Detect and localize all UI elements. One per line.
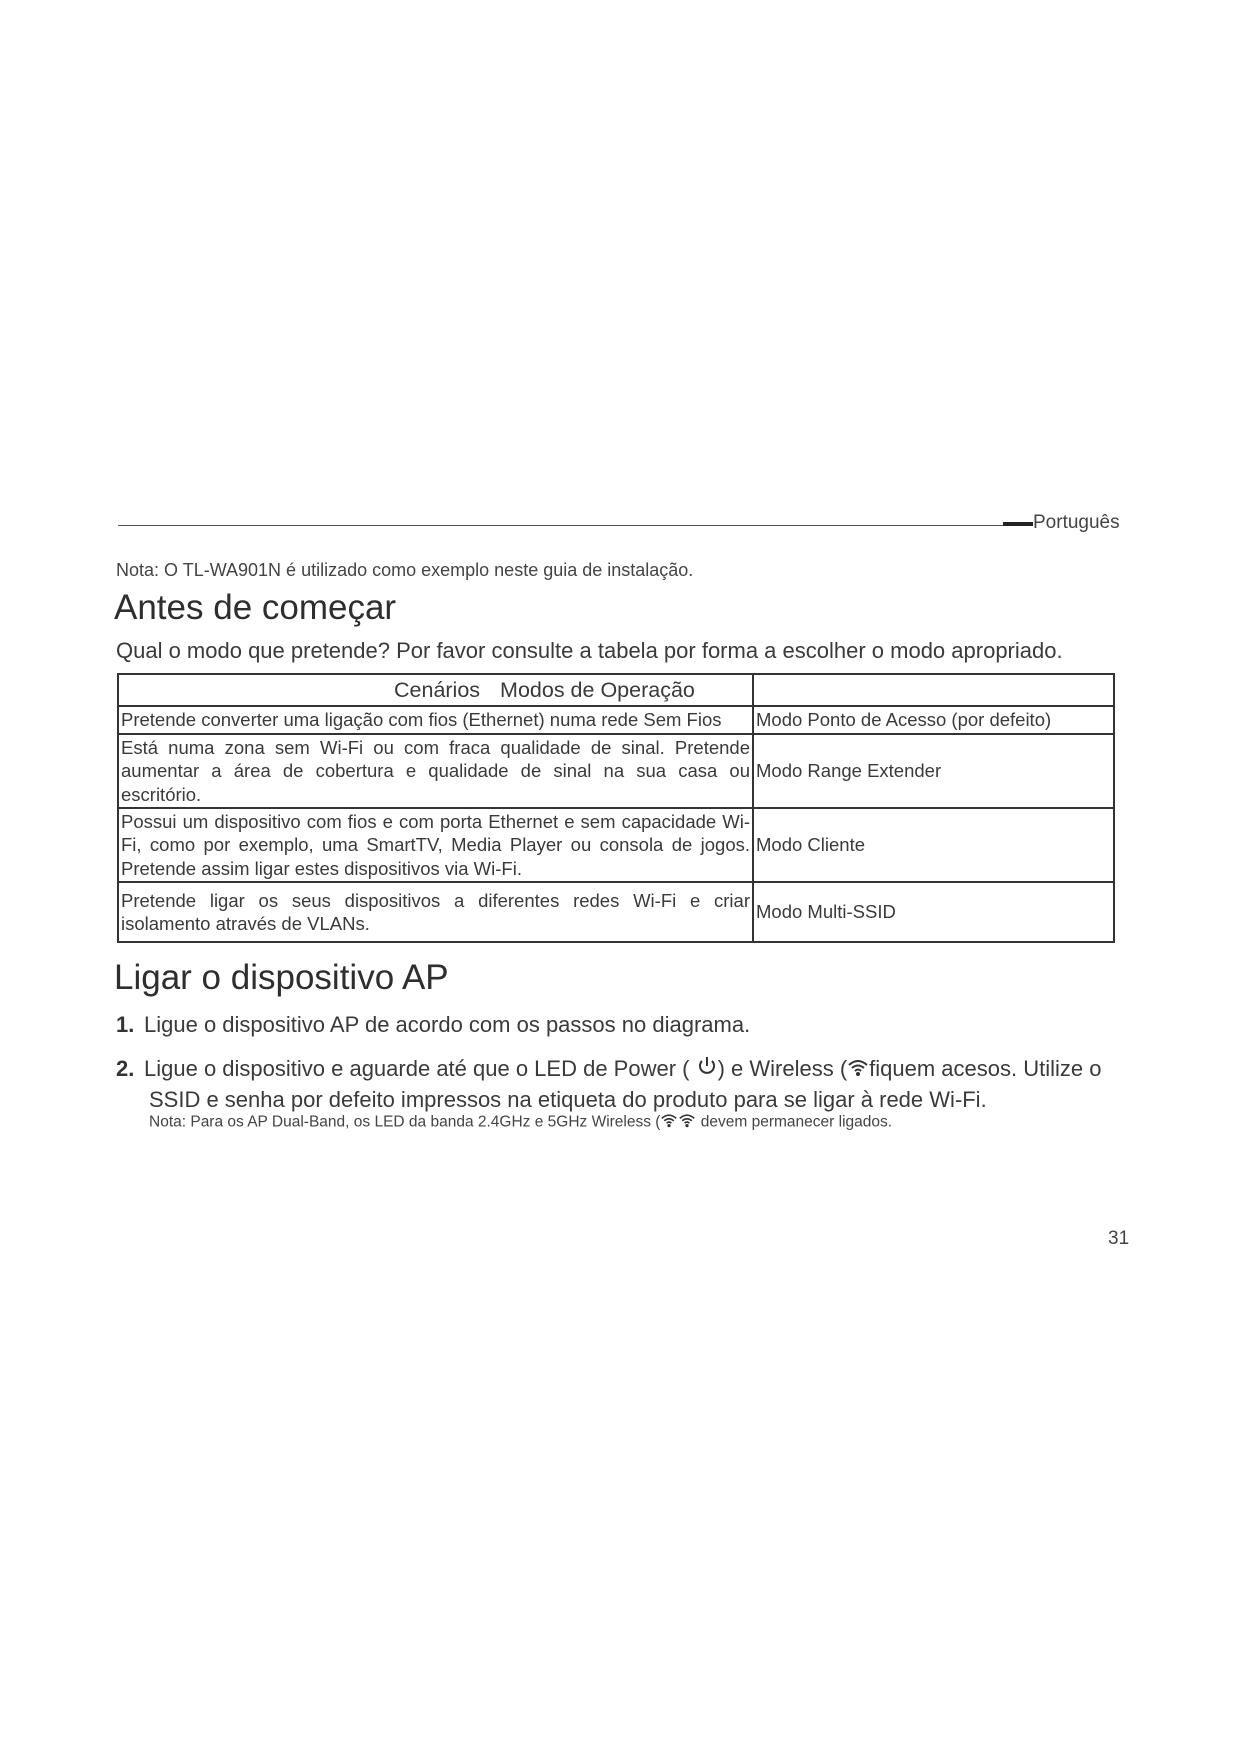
- mode-cell: Modo Cliente: [753, 808, 1114, 882]
- note-text: Nota: Para os AP Dual-Band, os LED da banda 2.4GHz e 5GHz Wireless (: [149, 1113, 661, 1131]
- step-text: Ligue o dispositivo e aguarde até que o LED de Power (: [144, 1055, 690, 1081]
- table-row: [118, 882, 1114, 942]
- note-text: devem permanecer ligados.: [700, 1113, 893, 1131]
- step-text: fiquem acesos. Utilize o: [869, 1055, 1102, 1081]
- step-1: [116, 1010, 1116, 1040]
- header-modes: Modos de Operação: [500, 677, 695, 702]
- step-text: Ligue o dispositivo AP de acordo com os passos no diagrama.: [144, 1012, 751, 1037]
- mode-cell: Modo Ponto de Acesso (por defeito): [753, 706, 1114, 734]
- header-language: Português: [1033, 512, 1120, 533]
- table-header-empty: [753, 674, 1114, 706]
- header-rule: [118, 525, 1013, 526]
- wireless-icon: [678, 1112, 696, 1133]
- header-scenarios: Cenários: [394, 677, 481, 702]
- header-rule-marker: [1003, 522, 1033, 526]
- step-number: 2.: [116, 1055, 135, 1081]
- scenario-cell: Está numa zona sem Wi-Fi ou com fraca qualidade de sinal. Pretende aumentar a área de cobertura e qualidade de sinal na sua casa ou escritório.: [118, 734, 753, 808]
- scenario-cell: Possui um dispositivo com fios e com porta Ethernet e sem capacidade Wi-Fi, como por exemplo, uma SmartTV, Media Player ou consola de jogos. Pretende assim ligar estes dispositivos via Wi-Fi.: [118, 808, 753, 882]
- operation-modes-table: [117, 673, 1115, 943]
- scenario-cell: Pretende ligar os seus dispositivos a diferentes redes Wi-Fi e criar isolamento através de VLANs.: [118, 882, 753, 942]
- table-header-row: [118, 674, 1114, 706]
- section-title-connect-ap: Ligar o dispositivo AP: [114, 958, 449, 997]
- scenario-cell: Pretende converter uma ligação com fios (Ethernet) numa rede Sem Fios: [118, 706, 753, 734]
- mode-cell: Modo Range Extender: [753, 734, 1114, 808]
- section-intro: Qual o modo que pretende? Por favor consulte a tabela por forma a escolher o modo apropriado.: [116, 638, 1063, 663]
- step-2: [116, 1054, 1116, 1115]
- table-header: [118, 674, 753, 706]
- power-icon: [696, 1055, 718, 1085]
- note-model: Nota: O TL-WA901N é utilizado como exemplo neste guia de instalação.: [116, 560, 694, 580]
- steps-list: [116, 1010, 1116, 1128]
- step-text-continuation: SSID e senha por defeito impressos na etiqueta do produto para se ligar à rede Wi-Fi.: [149, 1086, 987, 1112]
- table-row: [118, 706, 1114, 734]
- step-text: ) e Wireless (: [717, 1055, 848, 1081]
- wireless-icon: [847, 1055, 869, 1085]
- table-row: [118, 808, 1114, 882]
- note-dual-band: [149, 1112, 892, 1133]
- page-number: 31: [1108, 1228, 1130, 1249]
- section-title-before-start: Antes de começar: [114, 588, 397, 627]
- table-row: [118, 734, 1114, 808]
- step-number: 1.: [116, 1012, 135, 1037]
- wireless-icon: [660, 1112, 678, 1133]
- mode-cell: Modo Multi-SSID: [753, 882, 1114, 942]
